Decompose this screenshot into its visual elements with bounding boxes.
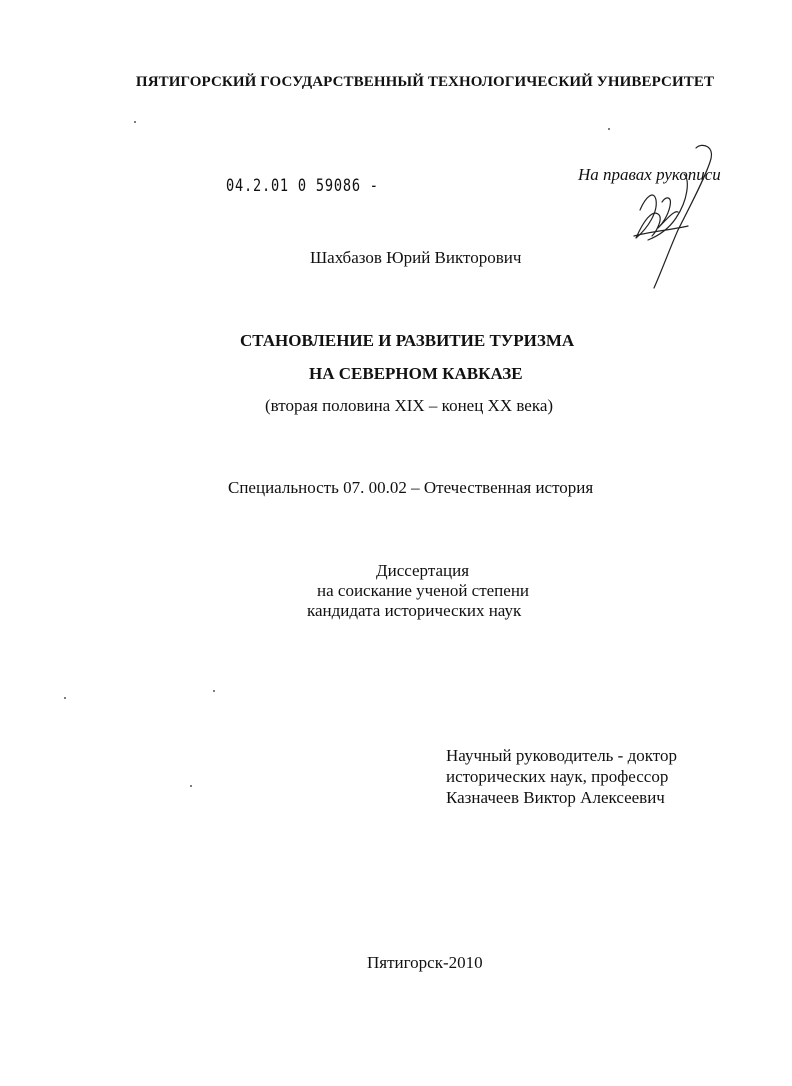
thesis-period: (вторая половина XIX – конец XX века) (265, 396, 554, 415)
supervisor-name: Казначеев Виктор Алексеевич (446, 788, 665, 807)
thesis-title-line-2: НА СЕВЕРНОМ КАВКАЗЕ (309, 364, 523, 383)
city-and-year: Пятигорск-2010 (367, 953, 483, 972)
signature-stroke (658, 198, 678, 228)
supervisor-title-line-1: Научный руководитель - доктор (446, 746, 677, 765)
handwritten-signature (618, 140, 718, 295)
author-name: Шахбазов Юрий Викторович (310, 248, 522, 267)
dissertation-field-line: кандидата исторических наук (307, 601, 522, 620)
thesis-title-line-1: СТАНОВЛЕНИЕ И РАЗВИТИЕ ТУРИЗМА (240, 331, 575, 350)
scan-speck (64, 697, 66, 699)
scan-speck (213, 690, 215, 692)
signature-stroke (634, 226, 688, 236)
scan-speck (134, 121, 136, 123)
manuscript-rights-note: На правах рукописи (578, 165, 721, 184)
dissertation-label: Диссертация (376, 561, 470, 580)
scan-speck (190, 785, 192, 787)
registration-stamp-code: 04.2.01 0 59086 - (226, 176, 379, 196)
dissertation-degree-line: на соискание ученой степени (317, 581, 530, 600)
scan-speck (608, 128, 610, 130)
university-name: ПЯТИГОРСКИЙ ГОСУДАРСТВЕННЫЙ ТЕХНОЛОГИЧЕСКИЙ УНИВЕРСИТЕТ (135, 74, 715, 90)
signature-stroke (654, 145, 711, 288)
specialty: Специальность 07. 00.02 – Отечественная история (228, 478, 594, 497)
supervisor-title-line-2: исторических наук, профессор (446, 767, 669, 786)
